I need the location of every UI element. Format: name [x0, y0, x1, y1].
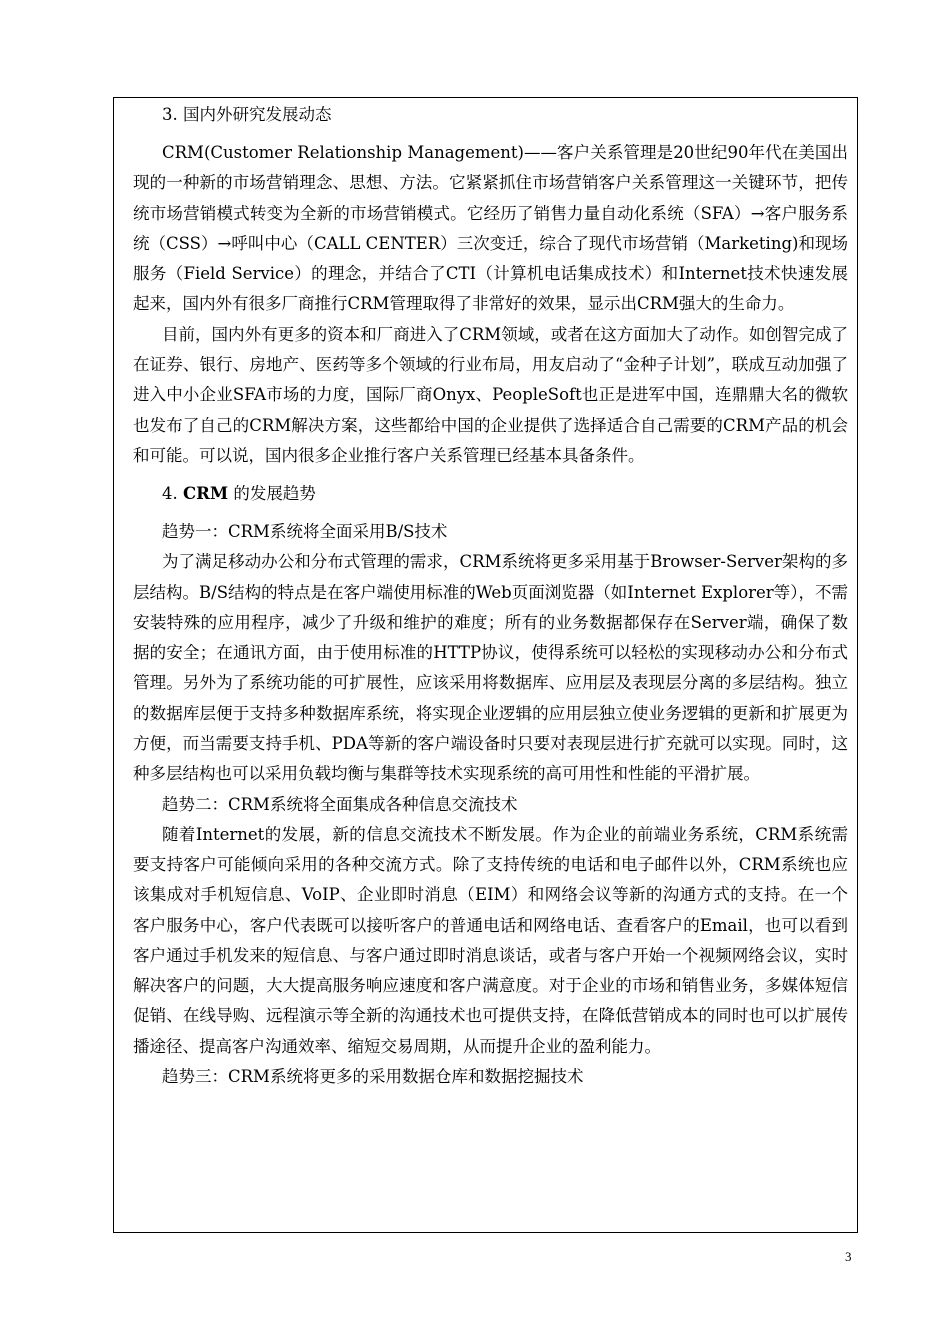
spacer — [133, 130, 848, 138]
trend-3-heading: 趋势三：CRM系统将更多的采用数据仓库和数据挖掘技术 — [162, 1067, 584, 1087]
trend-1-heading: 趋势一：CRM系统将全面采用B/S技术 — [162, 522, 448, 542]
section-3-paragraph-2: 目前，国内外有更多的资本和厂商进入了CRM领域，或者在这方面加大了动作。如创智完成了在证券、银行、房地产、医药等多个领域的行业布局，用友启动了“金种子计划”，联成互动加强了进入中小企业SFA市场的力度，国际厂商Onyx、PeopleSoft也正是进军中国，连鼎鼎大名的微软也发布了自己的CRM解决方案，这些都给中国的企业提供了选择适合自己需要的CRM产品的机会和可能。可以说，国内很多企业推行客户关系管理已经基本具备条件。 — [133, 324, 848, 465]
spacer — [133, 509, 848, 517]
trend-2-paragraph: 随着Internet的发展，新的信息交流技术不断发展。作为企业的前端业务系统，CRM系统需要支持客户可能倾向采用的各种交流方式。除了支持传统的电话和电子邮件以外，CRM系统也应该集成对手机短信息、VoIP、企业即时消息（EIM）和网络会议等新的沟通方式的支持。在一个客户服务中心，客户代表既可以接听客户的普通电话和网络电话、查看客户的Email，也可以看到客户通过手机发来的短信息、与客户通过即时消息谈话，或者与客户开始一个视频网络会议，实时解决客户的问题，大大提高服务响应速度和客户满意度。对于企业的市场和销售业务，多媒体短信促销、在线导购、远程演示等全新的沟通技术也可提供支持，在降低营销成本的同时也可以扩展传播途径、提高客户沟通效率、缩短交易周期，从而提升企业的盈利能力。 — [133, 824, 848, 1056]
section-4-title: 的发展趋势 — [233, 484, 316, 504]
section-4-crm: CRM — [183, 484, 229, 504]
section-3-heading: 3. 国内外研究发展动态 — [162, 105, 332, 124]
trend-2-heading: 趋势二：CRM系统将全面集成各种信息交流技术 — [162, 794, 518, 814]
section-4-number: 4. — [162, 484, 178, 504]
trend-1-paragraph: 为了满足移动办公和分布式管理的需求，CRM系统将更多采用基于Browser-Server架构的多层结构。B/S结构的特点是在客户端使用标准的Web页面浏览器（如Internet Explorer等），不需安装特殊的应用程序，减少了升级和维护的难度；所有的业务数据都保存在Server端，确保了数据的安全；在通讯方面，由于使用标准的HTTP协议，使得系统可以轻松的实现移动办公和分布式管理。另外为了系统功能的可扩展性，应该采用将数据库、应用层及表现层分离的多层结构。独立的数据库层便于支持多种数据库系统，将实现企业逻辑的应用层独立使业务逻辑的更新和扩展更为方便，而当需要支持手机、PDA等新的客户端设备时只要对表现层进行扩充就可以实现。同时，这种多层结构也可以采用负载均衡与集群等技术实现系统的高可用性和性能的平滑扩展。 — [133, 552, 848, 784]
page-number: 3 — [845, 1249, 852, 1264]
spacer — [133, 471, 848, 479]
section-4-heading — [133, 479, 848, 509]
content-frame — [113, 97, 858, 1233]
section-3-paragraph-1: CRM(Customer Relationship Management)——客户关系管理是20世纪90年代在美国出现的一种新的市场营销理念、思想、方法。它紧紧抓住市场营销客户关系管理这一关键环节，把传统市场营销模式转变为全新的市场营销模式。它经历了销售力量自动化系统（SFA）→客户服务系统（CSS）→呼叫中心（CALL CENTER）三次变迁，综合了现代市场营销（Marketing)和现场服务（Field Service）的理念，并结合了CTI（计算机电话集成技术）和Internet技术快速发展起来，国内外有很多厂商推行CRM管理取得了非常好的效果，显示出CRM强大的生命力。 — [133, 143, 848, 314]
